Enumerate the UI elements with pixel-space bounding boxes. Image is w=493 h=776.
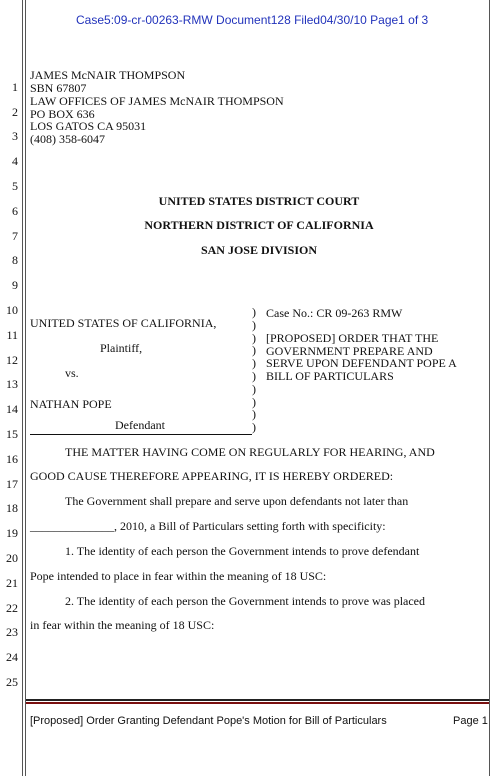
attorney-firm: LAW OFFICES OF JAMES McNAIR THOMPSON bbox=[30, 94, 284, 108]
body-paragraph-2-line2: ______________, 2010, a Bill of Particulars setting forth with specificity: bbox=[30, 519, 386, 533]
attorney-city: LOS GATOS CA 95031 bbox=[30, 119, 147, 133]
document-title-line2: GOVERNMENT PREPARE AND bbox=[266, 344, 433, 358]
document-title-line1: [PROPOSED] ORDER THAT THE bbox=[266, 331, 439, 345]
left-margin-rule-outer bbox=[22, 0, 23, 776]
attorney-name: JAMES McNAIR THOMPSON bbox=[30, 68, 186, 82]
caption-underline bbox=[30, 434, 252, 435]
line-number: 9 bbox=[12, 278, 18, 292]
line-number: 19 bbox=[6, 526, 18, 540]
line-number: 6 bbox=[12, 204, 18, 218]
item-2-line2: in fear within the meaning of 18 USC: bbox=[30, 618, 215, 632]
line-number: 24 bbox=[6, 650, 18, 664]
line-number: 16 bbox=[6, 452, 18, 466]
attorney-phone: (408) 358-6047 bbox=[30, 132, 105, 146]
attorney-sbn: SBN 67807 bbox=[30, 81, 87, 95]
footer-page-number: Page 1 bbox=[453, 715, 488, 727]
defendant-name: NATHAN POPE bbox=[30, 397, 112, 411]
plaintiff-name: UNITED STATES OF CALIFORNIA, bbox=[30, 316, 217, 330]
footer-rule-dark bbox=[26, 699, 489, 701]
line-number: 20 bbox=[6, 551, 18, 565]
versus-label: vs. bbox=[65, 366, 79, 380]
line-number: 22 bbox=[6, 601, 18, 615]
footer-rule-red bbox=[26, 702, 489, 704]
line-number: 8 bbox=[12, 253, 18, 267]
caption-parentheses: ) ) ) ) ) ) ) ) ) ) bbox=[252, 305, 256, 435]
line-number: 12 bbox=[6, 353, 18, 367]
right-margin-rule bbox=[489, 0, 490, 776]
line-number: 18 bbox=[6, 501, 18, 515]
line-number: 3 bbox=[12, 129, 18, 143]
case-stamp-header: Case5:09-cr-00263-RMW Document128 Filed04/30/10 Page1 of 3 bbox=[76, 13, 429, 27]
attorney-po-box: PO BOX 636 bbox=[30, 107, 95, 121]
line-number: 14 bbox=[6, 402, 18, 416]
line-number: 4 bbox=[12, 154, 18, 168]
body-paragraph-2-line1: The Government shall prepare and serve upon defendants not later than bbox=[65, 494, 409, 508]
court-name-line1: UNITED STATES DISTRICT COURT bbox=[158, 194, 360, 208]
footer-document-title: [Proposed] Order Granting Defendant Pope's Motion for Bill of Particulars bbox=[30, 715, 387, 727]
line-number: 21 bbox=[6, 576, 18, 590]
item-1-line2: Pope intended to place in fear within the meaning of 18 USC: bbox=[30, 569, 327, 583]
body-paragraph-1-line2: GOOD CAUSE THEREFORE APPEARING, IT IS HEREBY ORDERED: bbox=[30, 469, 394, 483]
line-number: 11 bbox=[6, 328, 18, 342]
line-number: 1 bbox=[12, 80, 18, 94]
court-name-line2: NORTHERN DISTRICT OF CALIFORNIA bbox=[144, 218, 374, 232]
line-number: 17 bbox=[6, 477, 18, 491]
item-1-line1: 1. The identity of each person the Government intends to prove defendant bbox=[65, 544, 420, 558]
plaintiff-role: Plaintiff, bbox=[100, 341, 143, 355]
defendant-role: Defendant bbox=[115, 418, 165, 432]
line-number: 7 bbox=[12, 229, 18, 243]
line-number: 5 bbox=[12, 179, 18, 193]
line-number: 2 bbox=[12, 105, 18, 119]
item-2-line1: 2. The identity of each person the Government intends to prove was placed bbox=[65, 594, 426, 608]
document-title-line4: BILL OF PARTICULARS bbox=[266, 369, 394, 383]
line-number: 23 bbox=[6, 625, 18, 639]
left-margin-rule-inner bbox=[25, 0, 26, 776]
line-number: 25 bbox=[6, 675, 18, 689]
line-number: 15 bbox=[6, 427, 18, 441]
line-number: 10 bbox=[6, 303, 18, 317]
line-number: 13 bbox=[6, 377, 18, 391]
body-paragraph-1-line1: THE MATTER HAVING COME ON REGULARLY FOR HEARING, AND bbox=[65, 445, 435, 459]
case-number: Case No.: CR 09-263 RMW bbox=[266, 306, 403, 320]
document-title-line3: SERVE UPON DEFENDANT POPE A bbox=[266, 356, 457, 370]
court-division: SAN JOSE DIVISION bbox=[200, 243, 318, 257]
